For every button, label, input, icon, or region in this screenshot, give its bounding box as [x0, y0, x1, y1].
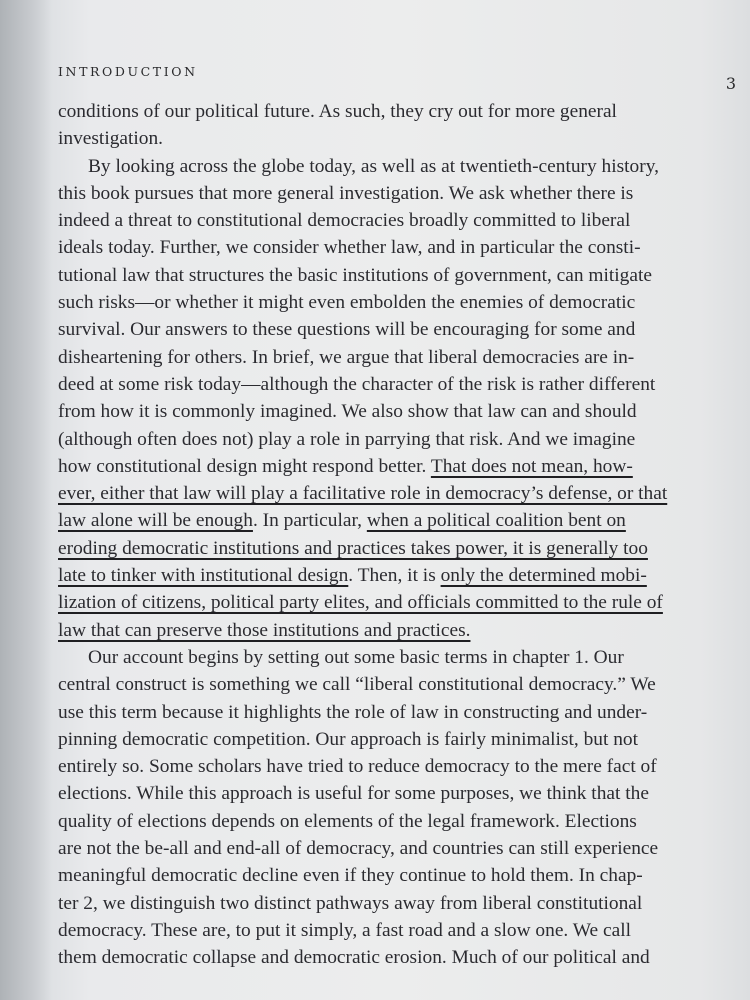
- text-line: indeed a threat to constitutional democracies broadly committed to liberal: [58, 210, 631, 232]
- text-line: elections. While this approach is useful for some purposes, we think that the: [58, 783, 649, 805]
- text-line: them democratic collapse and democratic erosion. Much of our political and: [58, 947, 650, 969]
- text-line: ter 2, we distinguish two distinct pathways away from liberal constitutional: [58, 892, 643, 914]
- underlined-passage: ever, either that law will play a facilitative role in democracy’s defense, or that: [58, 483, 668, 505]
- underlined-passage: That does not mean, how-: [430, 455, 633, 477]
- underlined-passage: late to tinker with institutional design: [58, 565, 349, 587]
- running-head: INTRODUCTION: [58, 64, 198, 79]
- text-line: By looking across the globe today, as well as at twentieth-century history,: [88, 155, 659, 177]
- text-line: pinning democratic competition. Our approach is fairly minimalist, but not: [58, 728, 638, 750]
- text-line: disheartening for others. In brief, we argue that liberal democracies are in-: [58, 346, 635, 368]
- underlined-passage: only the determined mobi-: [440, 565, 647, 587]
- text-line: Our account begins by setting out some basic terms in chapter 1. Our: [88, 646, 624, 668]
- text-line: central construct is something we call “liberal constitutional democracy.” We: [58, 674, 656, 696]
- text-line: (although often does not) play a role in parrying that risk. And we imagine: [58, 428, 636, 450]
- underlined-passage: law that can preserve those institutions and practices.: [58, 619, 471, 641]
- text-line: entirely so. Some scholars have tried to reduce democracy to the mere fact of: [58, 756, 657, 778]
- page-gutter-shadow: [0, 0, 52, 1000]
- text-line: quality of elections depends on elements of the legal framework. Elections: [58, 810, 637, 832]
- text-line: how constitutional design might respond better. That does not mean, how-: [58, 455, 633, 477]
- text-line: meaningful democratic decline even if they continue to hold them. In chap-: [58, 865, 643, 887]
- text-line: ideals today. Further, we consider whether law, and in particular the consti-: [58, 237, 641, 259]
- text-line: [58, 535, 733, 562]
- text-line: investigation.: [58, 128, 164, 150]
- underlined-passage: lization of citizens, political party elites, and officials committed to the rule of: [58, 592, 663, 614]
- text-line: tutional law that structures the basic institutions of government, can mitigate: [58, 264, 652, 286]
- text-line: conditions of our political future. As such, they cry out for more general: [58, 101, 617, 122]
- text-line: [58, 480, 733, 507]
- text-line: are not the be-all and end-all of democracy, and countries can still experience: [58, 838, 659, 860]
- text-line: deed at some risk today—although the character of the risk is rather different: [58, 373, 656, 395]
- text-line: this book pursues that more general investigation. We ask whether there is: [58, 182, 634, 204]
- text-line: use this term because it highlights the role of law in constructing and under-: [58, 701, 648, 723]
- underlined-passage: eroding democratic institutions and practices takes power, it is generally too: [58, 537, 648, 559]
- text-line: law alone will be enough. In particular, when a political coalition bent on: [58, 510, 626, 532]
- text-line: late to tinker with institutional design. Then, it is only the determined mobi-: [58, 565, 647, 587]
- page-number: 3: [725, 74, 736, 93]
- text-line: such risks—or whether it might even embolden the enemies of democratic: [58, 292, 636, 314]
- body-text: [58, 98, 733, 972]
- text-line: [58, 589, 733, 616]
- text-line: democracy. These are, to put it simply, a fast road and a slow one. We call: [58, 919, 631, 941]
- underlined-passage: when a political coalition bent on: [366, 510, 626, 532]
- text-line: [58, 617, 733, 644]
- underlined-passage: law alone will be enough: [58, 510, 253, 532]
- text-line: survival. Our answers to these questions will be encouraging for some and: [58, 319, 636, 341]
- text-line: from how it is commonly imagined. We also show that law can and should: [58, 401, 637, 423]
